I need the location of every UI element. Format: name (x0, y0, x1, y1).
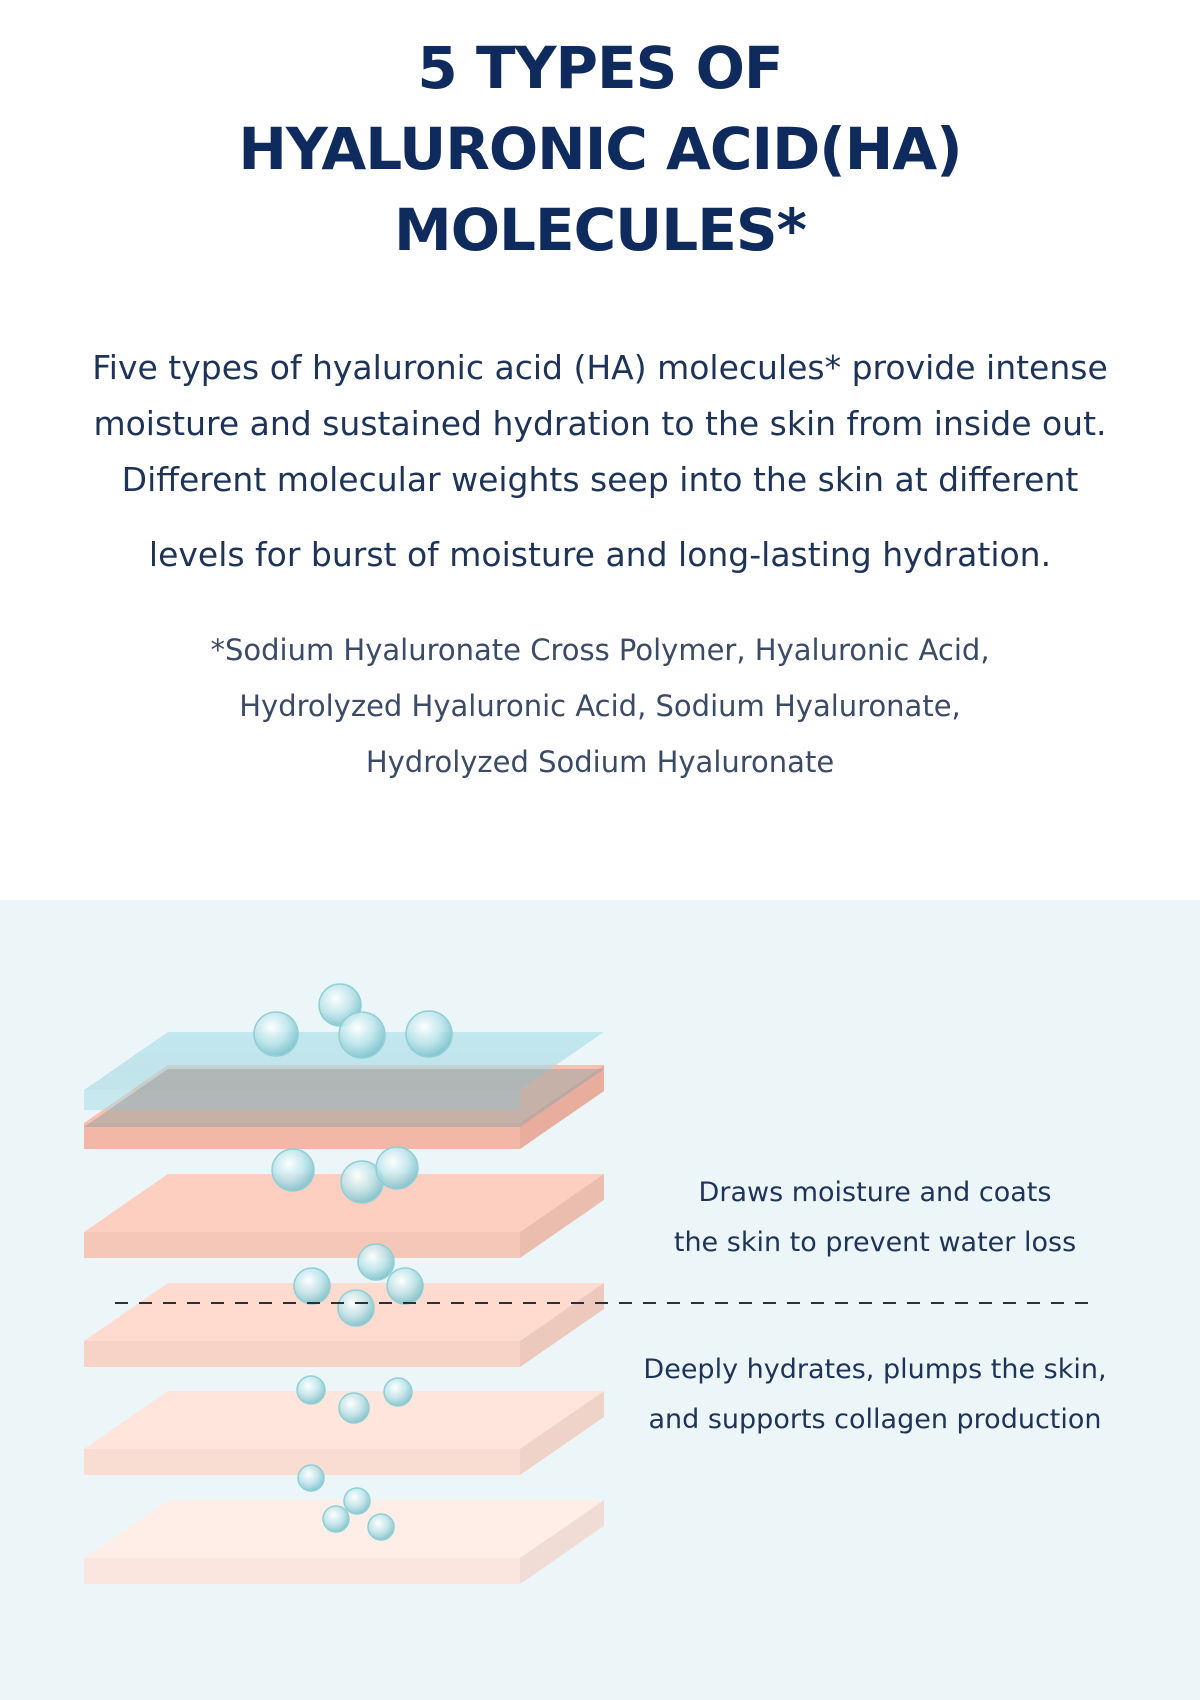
ha-molecule-bubble (376, 1147, 418, 1189)
title-line: MOLECULES* (394, 196, 806, 264)
intro-line: levels for burst of moisture and long-lasting hydration. (148, 535, 1052, 574)
deep-benefit-line: Deeply hydrates, plumps the skin, (643, 1354, 1107, 1385)
ha-molecule-bubble (298, 1465, 324, 1491)
skin-layer-front (84, 1558, 520, 1584)
title-line: 5 TYPES OF (417, 34, 783, 102)
footnote-line: Hydrolyzed Hyaluronic Acid, Sodium Hyaluronate, (239, 689, 961, 723)
ha-molecule-bubble (406, 1011, 452, 1057)
page-title (0, 28, 1200, 271)
ha-molecule-bubble (387, 1268, 423, 1304)
intro-line: Different molecular weights seep into the skin at different (121, 460, 1079, 499)
intro-line: moisture and sustained hydration to the skin from inside out. (93, 404, 1107, 443)
ha-molecule-bubble (297, 1376, 325, 1404)
water-film-shadow (84, 1069, 604, 1127)
surface-benefit-line: the skin to prevent water loss (673, 1227, 1077, 1258)
deep-benefit-text (620, 1345, 1130, 1445)
ha-molecule-bubble (323, 1506, 349, 1532)
ha-molecule-bubble (294, 1268, 330, 1304)
surface-benefit-text (620, 1168, 1130, 1268)
intro-line: Five types of hyaluronic acid (HA) molecules* provide intense (92, 348, 1108, 387)
skin-layers-illustration (0, 900, 1200, 1700)
intro-paragraph (60, 340, 1140, 583)
ha-molecule-bubble (368, 1514, 394, 1540)
skin-layer-front (84, 1232, 520, 1258)
ha-molecule-bubble (254, 1012, 298, 1056)
ingredient-footnote (100, 622, 1100, 790)
deep-benefit-line: and supports collagen production (648, 1404, 1102, 1435)
ha-molecule-bubble (384, 1378, 412, 1406)
ha-molecule-bubble (358, 1244, 394, 1280)
skin-layer-front (84, 1341, 520, 1367)
ha-molecule-bubble (338, 1290, 374, 1326)
title-line: HYALURONIC ACID(HA) (238, 115, 962, 183)
ha-molecule-bubble (339, 1012, 385, 1058)
ha-molecule-bubble (339, 1393, 369, 1423)
surface-benefit-line: Draws moisture and coats (698, 1177, 1052, 1208)
ha-molecule-bubble (272, 1149, 314, 1191)
footnote-line: *Sodium Hyaluronate Cross Polymer, Hyaluronic Acid, (210, 633, 990, 667)
ha-molecule-bubble (344, 1488, 370, 1514)
footnote-line: Hydrolyzed Sodium Hyaluronate (365, 745, 835, 779)
